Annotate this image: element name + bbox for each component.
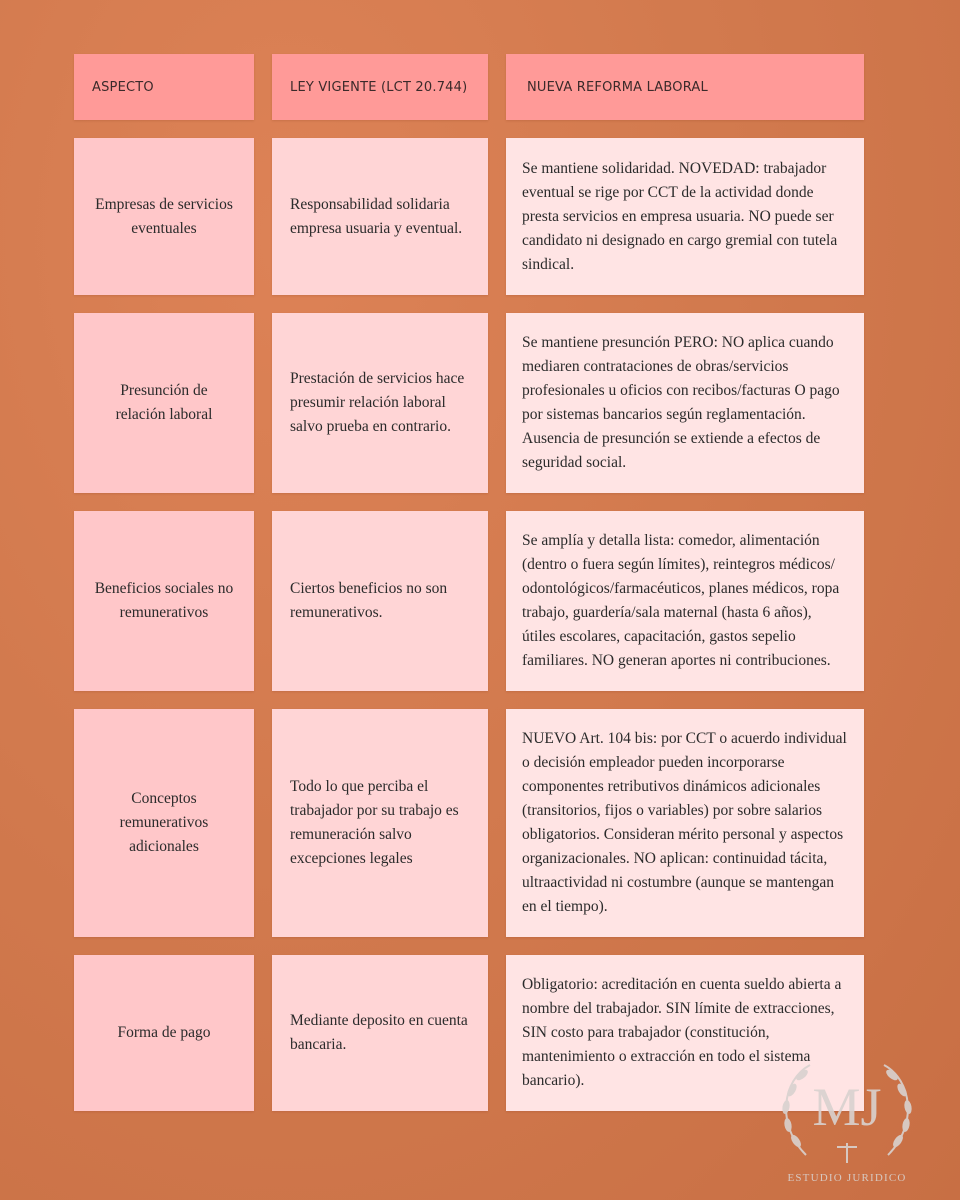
row-2-aspect: Presunción de relación laboral xyxy=(74,313,254,493)
row-1-current-law: Responsabilidad solidaria empresa usuaria y eventual. xyxy=(272,138,488,295)
row-5-current-law: Mediante deposito en cuenta bancaria. xyxy=(272,955,488,1111)
logo-caption: ESTUDIO JURIDICO xyxy=(787,1172,907,1184)
law-firm-logo xyxy=(762,1045,932,1190)
row-3-aspect: Beneficios sociales no remunerativos xyxy=(74,511,254,691)
row-3-current-law: Ciertos beneficios no son remunerativos. xyxy=(272,511,488,691)
row-3-reform: Se amplía y detalla lista: comedor, alimentación (dentro o fuera según límites), reintegros médicos/ odontológicos/farmacéuticos, planes médicos, ropa trabajo, guardería/sala maternal (hasta 6 años), útiles escolares, capacitación, gastos sepelio familiares. NO generan aportes ni contribuciones. xyxy=(506,511,864,691)
row-1-aspect: Empresas de servicios eventuales xyxy=(74,138,254,295)
row-2-current-law: Prestación de servicios hace presumir relación laboral salvo prueba en contrario. xyxy=(272,313,488,493)
row-1-reform: Se mantiene solidaridad. NOVEDAD: trabajador eventual se rige por CCT de la actividad donde presta servicios en empresa usuaria. NO puede ser candidato ni designado en cargo gremial con tutela sindical. xyxy=(506,138,864,295)
header-current-law: LEY VIGENTE (LCT 20.744) xyxy=(272,54,488,120)
row-5-aspect: Forma de pago xyxy=(74,955,254,1111)
logo-monogram: MJ xyxy=(812,1077,882,1137)
row-4-current-law: Todo lo que perciba el trabajador por su trabajo es remuneración salvo excepciones legales xyxy=(272,709,488,937)
row-4-aspect: Conceptos remunerativos adicionales xyxy=(74,709,254,937)
row-2-reform: Se mantiene presunción PERO: NO aplica cuando mediaren contrataciones de obras/servicios profesionales u oficios con recibos/facturas O pago por sistemas bancarios según reglamentación. Ausencia de presunción se extiende a efectos de seguridad social. xyxy=(506,313,864,493)
row-4-reform: NUEVO Art. 104 bis: por CCT o acuerdo individual o decisión empleador pueden incorporarse componentes retributivos dinámicos adicionales (transitorios, fijos o variables) por sobre salarios obligatorios. Consideran mérito personal y aspectos organizacionales. NO aplican: continuidad tácita, ultraactividad ni costumbre (aunque se mantengan en el tiempo). xyxy=(506,709,864,937)
header-reform: NUEVA REFORMA LABORAL xyxy=(506,54,864,120)
header-aspect: ASPECTO xyxy=(74,54,254,120)
row-5-reform: Obligatorio: acreditación en cuenta sueldo abierta a nombre del trabajador. SIN límite de extracciones, SIN costo para trabajador (constitución, mantenimiento o extracción en todo el sistema bancario). xyxy=(506,955,864,1111)
